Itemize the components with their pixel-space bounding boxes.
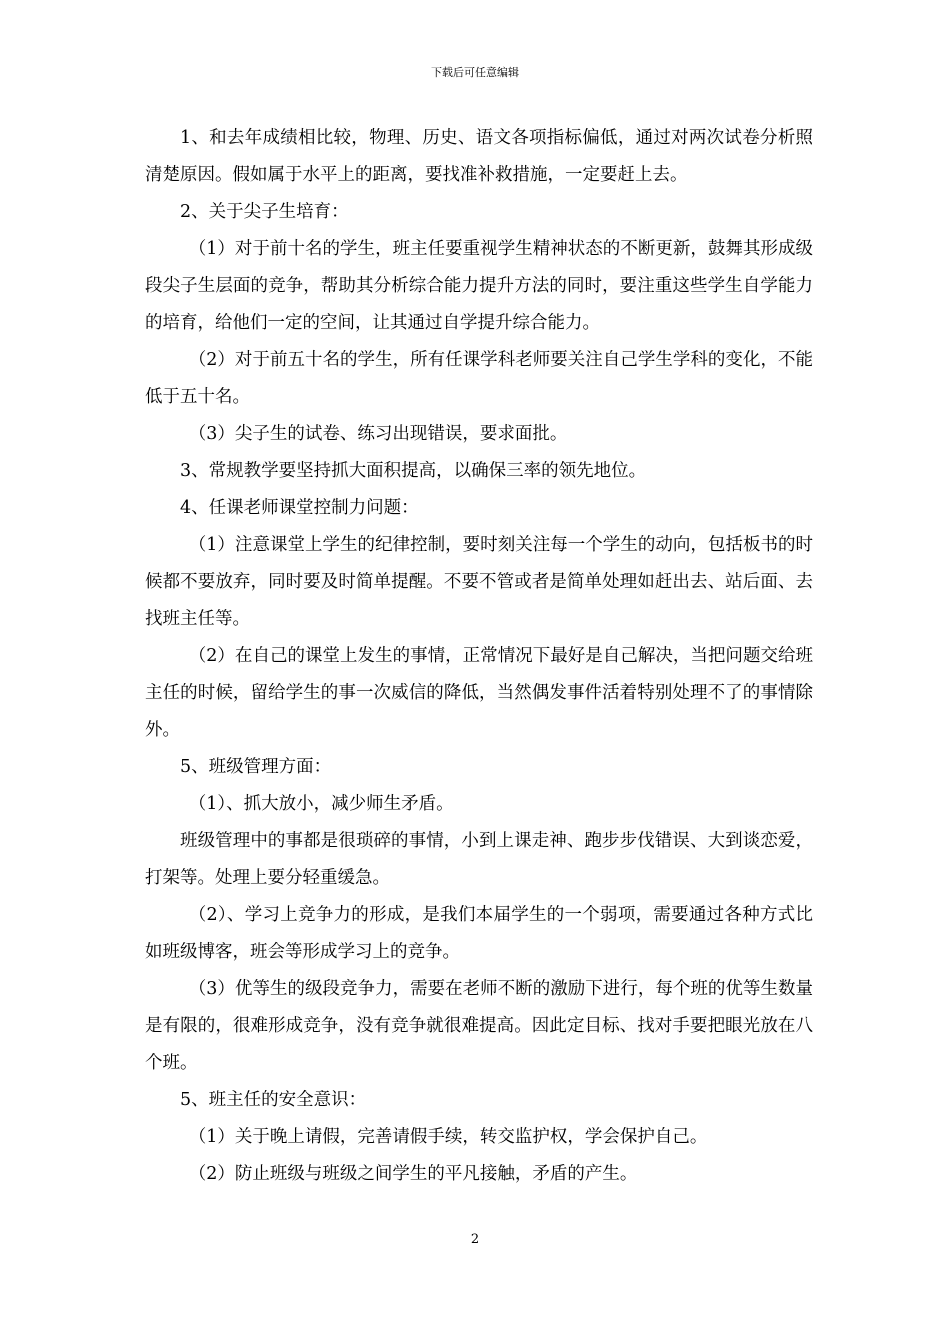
- heading-routine-teaching: 3、常规教学要坚持抓大面积提高，以确保三率的领先地位。: [180, 461, 647, 481]
- paragraph-prevent-conflict: （2）防止班级与班级之间学生的平凡接触，矛盾的产生。: [188, 1164, 638, 1184]
- heading-classroom-control: 4、任课老师课堂控制力问题：: [180, 498, 419, 518]
- paragraph-trivial-matters: 班级管理中的事都是很琐碎的事情，小到上课走神、跑步步伐错误、大到谈恋爱，打架等。处理上要分轻重缓急。: [145, 831, 813, 888]
- page-number: 2: [470, 1232, 480, 1247]
- paragraph-comparison: 1、和去年成绩相比较，物理、历史、语文各项指标偏低，通过对两次试卷分析照清楚原因。假如属于水平上的距离，要找准补救措施，一定要赶上去。: [145, 128, 813, 185]
- paragraph-competitiveness: （2）、学习上竞争力的形成，是我们本届学生的一个弱项，需要通过各种方式比如班级博客，班会等形成学习上的竞争。: [145, 905, 813, 962]
- paragraph-discipline: （1）注意课堂上学生的纪律控制，要时刻关注每一个学生的动向，包括板书的时候都不要放弃，同时要及时简单提醒。不要不管或者是简单处理如赶出去、站后面、去找班主任等。: [145, 535, 813, 629]
- heading-class-management: 5、班级管理方面：: [180, 757, 332, 777]
- paragraph-top-fifty: （2）对于前五十名的学生，所有任课学科老师要关注自己学生学科的变化，不能低于五十名。: [145, 350, 813, 407]
- page-header: 下载后可任意编辑: [431, 66, 519, 79]
- heading-safety-awareness: 5、班主任的安全意识：: [180, 1090, 367, 1110]
- document-body: [145, 120, 813, 1193]
- paragraph-grasp-big: （1）、抓大放小，减少师生矛盾。: [188, 794, 454, 814]
- paragraph-excellent-students: （3）优等生的级段竞争力，需要在老师不断的激励下进行，每个班的优等生数量是有限的，很难形成竞争，没有竞争就很难提高。因此定目标、找对手要把眼光放在八个班。: [145, 979, 813, 1073]
- heading-top-students: 2、关于尖子生培育：: [180, 202, 349, 222]
- paragraph-top-ten: （1）对于前十名的学生，班主任要重视学生精神状态的不断更新，鼓舞其形成级段尖子生层面的竞争，帮助其分析综合能力提升方法的同时，要注重这些学生自学能力的培育，给他们一定的空间，让其通过自学提升综合能力。: [145, 239, 813, 333]
- paragraph-self-resolve: （2）在自己的课堂上发生的事情，正常情况下最好是自己解决，当把问题交给班主任的时候，留给学生的事一次威信的降低，当然偶发事件活着特别处理不了的事情除外。: [145, 646, 813, 740]
- paragraph-face-correction: （3）尖子生的试卷、练习出现错误，要求面批。: [188, 424, 568, 444]
- paragraph-night-leave: （1）关于晚上请假，完善请假手续，转交监护权，学会保护自己。: [188, 1127, 708, 1147]
